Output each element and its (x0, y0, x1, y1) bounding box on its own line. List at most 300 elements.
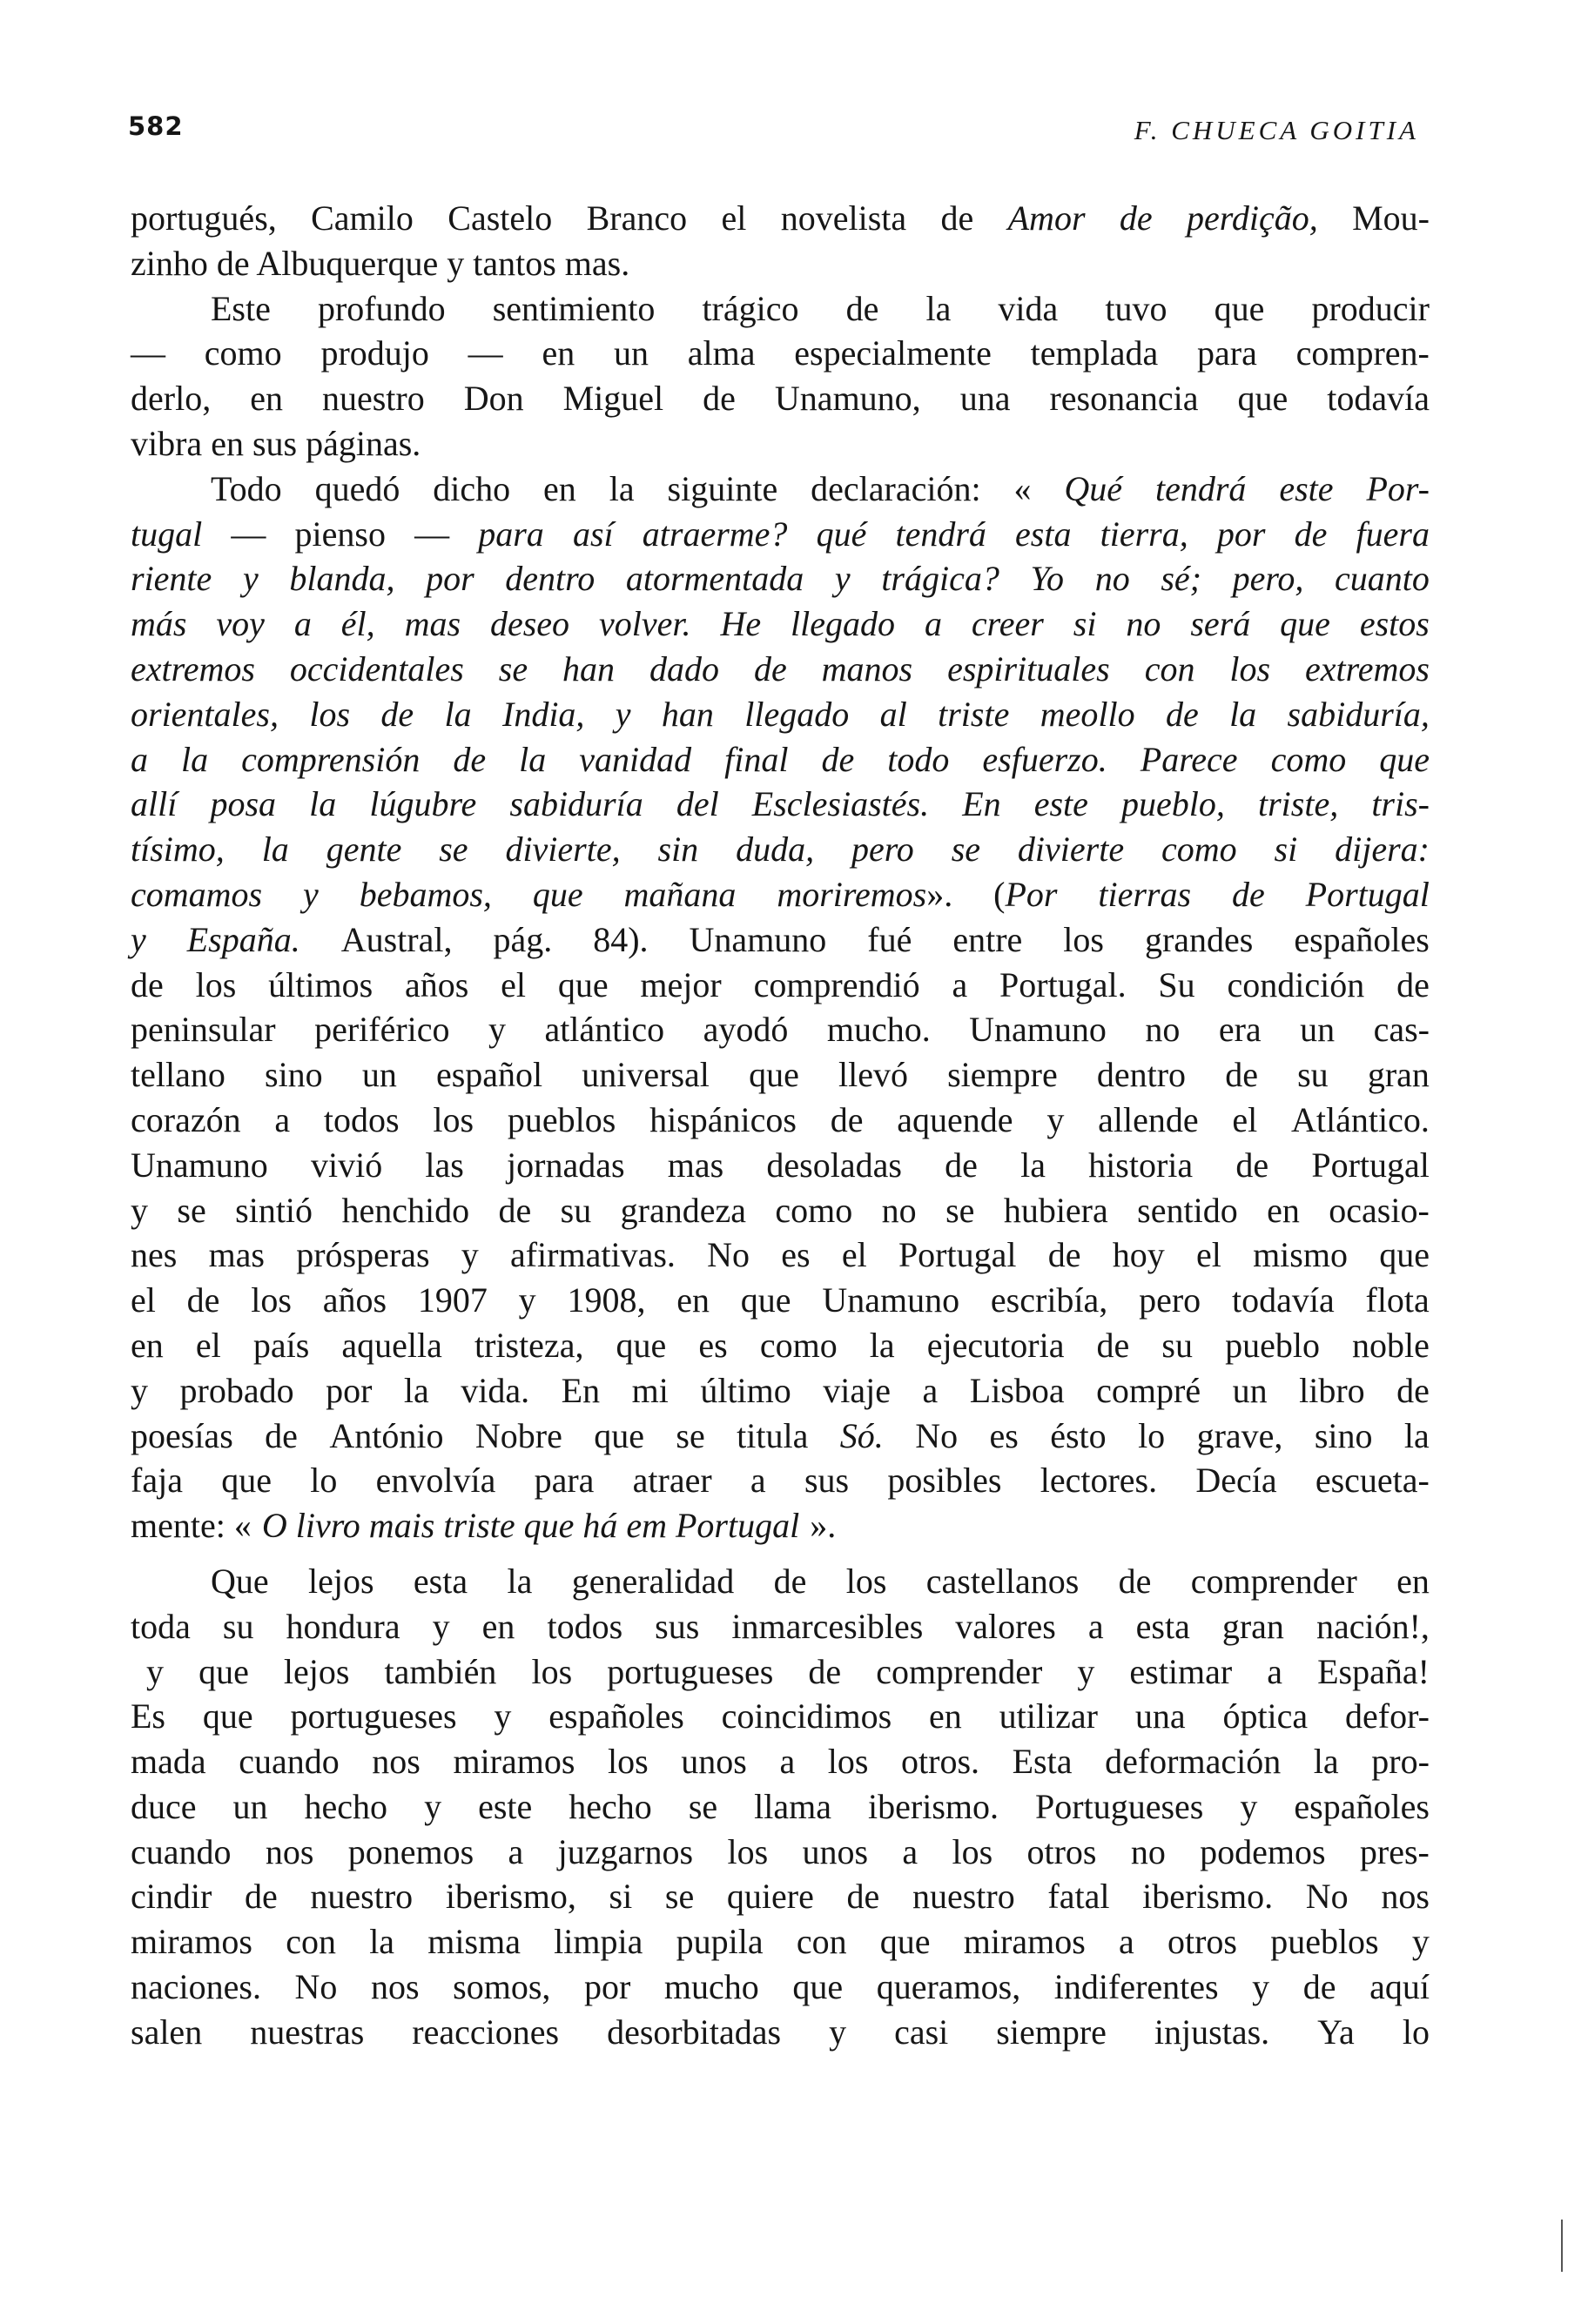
text-line (131, 782, 1430, 827)
word: siempre (996, 2012, 1107, 2052)
word: los (433, 1099, 474, 1139)
word: a (922, 1370, 939, 1410)
word: tendrá (1154, 468, 1247, 508)
word: duce (131, 1786, 197, 1826)
word: Este (211, 288, 271, 328)
word: injustas. (1154, 2012, 1270, 2052)
word: han (661, 694, 714, 734)
word: mejor (640, 964, 722, 1004)
word: envolvía (375, 1461, 496, 1501)
word: así (572, 514, 614, 554)
word: grandes (1144, 919, 1254, 959)
word: de (186, 1280, 220, 1320)
word: la (1403, 1415, 1430, 1455)
word: Todo (211, 468, 282, 508)
word: estimar (1129, 1651, 1233, 1691)
word: que (792, 1967, 844, 2007)
word: portugueses (290, 1696, 457, 1736)
word: Castelo (447, 198, 553, 238)
word: triste (938, 694, 1010, 734)
word: lejos (308, 1561, 374, 1601)
word: se (177, 1190, 206, 1230)
word: declaración: (811, 468, 981, 508)
word: el (1232, 1099, 1258, 1139)
word: con (1144, 648, 1195, 688)
word: comprender (876, 1651, 1043, 1691)
word: alma (687, 333, 756, 373)
word: todo (887, 739, 950, 779)
word: en (1396, 1561, 1430, 1601)
word: sabiduría (509, 784, 643, 824)
word: la (519, 739, 547, 779)
text-line (131, 1278, 1430, 1323)
word: nuestro (310, 1877, 414, 1917)
text-line (131, 1098, 1430, 1143)
word: pág. (493, 919, 553, 959)
word: deformación (1105, 1742, 1282, 1782)
word: españoles (548, 1696, 684, 1736)
word: todos (547, 1606, 623, 1646)
word: hondura (286, 1606, 400, 1646)
word: la (507, 1561, 533, 1601)
word: espirituales (947, 648, 1110, 688)
word: una (1134, 1696, 1186, 1736)
word: — (414, 514, 450, 554)
word: mucho. (826, 1010, 931, 1050)
word: Por- (1366, 468, 1430, 508)
word: producir (1311, 288, 1430, 328)
text-segment: ». (810, 1506, 837, 1546)
word: a (779, 1742, 796, 1782)
word: si (609, 1877, 633, 1917)
word: Esclesiastés. (751, 784, 930, 824)
word: no (1130, 1831, 1166, 1871)
word: profundo (317, 288, 446, 328)
word: como (1270, 739, 1347, 779)
word: los (1063, 919, 1104, 959)
text-segment: zinho de Albuquerque y tantos mas. (131, 243, 630, 283)
page-number: 582 (128, 111, 184, 141)
word: último (700, 1370, 791, 1410)
text-segment: O livro mais triste que há em Portugal (261, 1506, 800, 1546)
text-line (131, 1784, 1430, 1830)
word: — (468, 333, 503, 373)
word: cuando (239, 1742, 340, 1782)
word: António (329, 1415, 444, 1455)
word: el (721, 198, 747, 238)
word: templada (1030, 333, 1159, 373)
word: casi (894, 2012, 949, 2052)
word: Portugal (1311, 1145, 1430, 1185)
word: y (432, 1606, 450, 1646)
word: creer (971, 604, 1044, 644)
word: que (740, 1280, 791, 1320)
word: que (202, 1696, 253, 1736)
word: y (303, 874, 319, 914)
word: nación!, (1315, 1606, 1430, 1646)
word: y (1046, 1099, 1065, 1139)
word: sino (265, 1055, 323, 1095)
body-text (131, 196, 1430, 2055)
word: lejos (283, 1651, 350, 1691)
word: hoy (1112, 1235, 1165, 1275)
word: periférico (314, 1010, 450, 1050)
word: que (1237, 379, 1289, 419)
word: Es (131, 1696, 165, 1736)
word: pueblo (1225, 1325, 1320, 1365)
text-line (131, 647, 1430, 692)
word: Yo (1030, 559, 1065, 599)
word: él, (340, 604, 375, 644)
word: que (532, 874, 583, 914)
word: grave, (1196, 1415, 1283, 1455)
word: tuvo (1105, 288, 1167, 328)
word: una (959, 379, 1011, 419)
word: gente (326, 830, 402, 870)
word: siempre (947, 1055, 1058, 1095)
word: óptica (1222, 1696, 1309, 1736)
word: escribía, (990, 1280, 1108, 1320)
word: valores (955, 1606, 1056, 1646)
word: allí (131, 784, 178, 824)
word: nos (371, 1967, 420, 2007)
word: perdição, (1187, 198, 1318, 238)
word: sin (657, 830, 699, 870)
word: Decía (1195, 1461, 1277, 1501)
word: universal (582, 1055, 710, 1095)
word: de (1396, 1370, 1430, 1410)
word: Unamuno (689, 919, 827, 959)
word: dijera: (1335, 830, 1430, 870)
word: de (821, 739, 855, 779)
word: indiferentes (1053, 1967, 1219, 2007)
word: escueta- (1315, 1461, 1430, 1501)
word: resonancia (1049, 379, 1199, 419)
word: este (1279, 468, 1334, 508)
word: lo (1138, 1415, 1166, 1455)
word: utilizar (999, 1696, 1098, 1736)
word: pro- (1371, 1742, 1430, 1782)
word: Unamuno (131, 1145, 268, 1185)
word: en (1267, 1190, 1300, 1230)
word: dentro (1096, 1055, 1187, 1095)
word: llama (754, 1786, 832, 1826)
word: el (841, 1235, 867, 1275)
word: a (1267, 1651, 1282, 1691)
word: los (952, 1831, 993, 1871)
word: como (759, 1325, 838, 1365)
word: 1907 (417, 1280, 488, 1320)
word: hecho (304, 1786, 388, 1826)
word: de (703, 379, 736, 419)
word: gran (1221, 1606, 1284, 1646)
word: miramos (131, 1922, 252, 1962)
word: en (542, 333, 575, 373)
word: vida. (461, 1370, 530, 1410)
word: a (952, 964, 968, 1004)
word: el (1195, 1235, 1221, 1275)
word: Amor (1007, 198, 1086, 238)
word: español (435, 1055, 543, 1095)
word: Don (463, 379, 524, 419)
word: y (494, 1696, 512, 1736)
text-segment: mente: « (131, 1506, 252, 1546)
word: no (1126, 604, 1161, 644)
word: En (962, 784, 1001, 824)
word: tierras (1098, 874, 1192, 914)
word: henchido (341, 1190, 470, 1230)
word: compren- (1295, 333, 1430, 373)
word: atormentada (625, 559, 804, 599)
word: peninsular (131, 1010, 276, 1050)
word: que (198, 1651, 249, 1691)
word: naciones. (131, 1967, 261, 2007)
word: cindir (131, 1877, 212, 1917)
word: y (1077, 1651, 1095, 1691)
text-line (131, 1649, 1430, 1695)
word: que (557, 964, 609, 1004)
word: se (676, 1415, 705, 1455)
word: en (481, 1606, 515, 1646)
text-line (131, 467, 1430, 512)
word: trágico (702, 288, 799, 328)
word: llegado (791, 604, 896, 644)
word: no (881, 1190, 917, 1230)
word: Austral, (340, 919, 453, 959)
word: estos (1359, 604, 1430, 644)
word: He (720, 604, 762, 644)
text-line (131, 1503, 1430, 1548)
word: los (195, 964, 237, 1004)
text-line (131, 737, 1430, 783)
word: de (1096, 1325, 1130, 1365)
word: Unamuno (969, 1010, 1107, 1050)
word: los (1229, 648, 1271, 688)
word: por (1216, 514, 1266, 554)
word: inmarcesibles (731, 1606, 924, 1646)
word: En (561, 1370, 601, 1410)
word: que (1214, 288, 1265, 328)
word: libro (1299, 1370, 1365, 1410)
word: qué (816, 514, 867, 554)
word: es (989, 1415, 1019, 1455)
word: no (1094, 559, 1130, 599)
margin-mark (1561, 2220, 1563, 2272)
word: en (676, 1280, 710, 1320)
word: Por (1005, 874, 1058, 914)
word: de (808, 1651, 842, 1691)
word: lectores. (1040, 1461, 1158, 1501)
word: Miguel (562, 379, 664, 419)
word: será (1190, 604, 1251, 644)
word: los (251, 1280, 292, 1320)
word: titula (737, 1415, 809, 1455)
word: Branco (586, 198, 688, 238)
word: Lisboa (969, 1370, 1065, 1410)
word: Unamuno, (774, 379, 921, 419)
word: misma (427, 1922, 521, 1962)
word: de (1231, 874, 1265, 914)
word: afirmativas. (509, 1235, 676, 1275)
word: No (294, 1967, 338, 2007)
word: y (131, 919, 146, 959)
word: era (1218, 1010, 1262, 1050)
word: riente (131, 559, 212, 599)
word: de (773, 1561, 807, 1601)
word: (Por (993, 874, 1058, 914)
word: de (1302, 1967, 1336, 2007)
word: bebamos, (359, 874, 492, 914)
word: en (543, 468, 576, 508)
word: unos (681, 1742, 747, 1782)
word: la (369, 1922, 395, 1962)
word: los (827, 1742, 869, 1782)
word: y (615, 694, 631, 734)
word: los (608, 1742, 649, 1782)
word: los (309, 694, 351, 734)
word: iberismo. (1142, 1877, 1274, 1917)
word: ocasio- (1329, 1190, 1430, 1230)
word: esfuerzo. (982, 739, 1107, 779)
word: jornadas (507, 1145, 625, 1185)
word: hispánicos (649, 1099, 797, 1139)
word: iberismo. (868, 1786, 999, 1826)
word: que (749, 1055, 799, 1095)
word: mas (667, 1145, 724, 1185)
word: de (131, 964, 164, 1004)
word: también (384, 1651, 497, 1691)
text-line (131, 1323, 1430, 1368)
text-line (131, 286, 1430, 332)
word: por (326, 1370, 373, 1410)
word: de (830, 1099, 864, 1139)
word: el (501, 964, 526, 1004)
word: se (439, 830, 468, 870)
word: miramos (963, 1922, 1086, 1962)
word: con (286, 1922, 336, 1962)
word: manos (821, 648, 913, 688)
word: dado (649, 648, 719, 688)
word: voy (216, 604, 265, 644)
word: nos (1381, 1877, 1430, 1917)
word: No (1305, 1877, 1349, 1917)
word: salen (131, 2012, 203, 2052)
word: pero (851, 830, 914, 870)
text-line (131, 2010, 1430, 2055)
word: y (1411, 1922, 1430, 1962)
word: extremos (131, 648, 255, 688)
text-line (131, 917, 1430, 963)
word: sabiduría, (1287, 694, 1430, 734)
text-line (131, 241, 1430, 286)
word: atraer (632, 1461, 712, 1501)
word: posa (210, 784, 277, 824)
word: Portugal (898, 1235, 1017, 1275)
word: tristeza, (474, 1325, 584, 1365)
word: al (879, 694, 907, 734)
word: si (1073, 604, 1097, 644)
word: todavía (1327, 379, 1430, 419)
word: pero, (1232, 559, 1304, 599)
word: a (293, 604, 312, 644)
text-line (131, 1694, 1430, 1739)
word: duda, (736, 830, 815, 870)
word: Nobre (474, 1415, 562, 1455)
word: sus (655, 1606, 700, 1646)
word: la (869, 1325, 895, 1365)
word: Atlántico. (1291, 1099, 1430, 1139)
word: occidentales (289, 648, 464, 688)
text-line (131, 1233, 1430, 1278)
word: de (753, 648, 787, 688)
text-line (131, 196, 1430, 241)
text-line (131, 1830, 1430, 1875)
word: podemos (1200, 1831, 1326, 1871)
word: de (1165, 694, 1199, 734)
text-segment: vibra en sus páginas. (131, 423, 421, 463)
text-line (131, 1559, 1430, 1604)
word: España! (1317, 1651, 1430, 1691)
word: a (131, 739, 148, 779)
word: Que (211, 1561, 269, 1601)
word: de (265, 1415, 298, 1455)
word: la (1313, 1742, 1339, 1782)
word: deseo (489, 604, 570, 644)
text-line (131, 421, 1430, 467)
word: atraerme? (642, 514, 788, 554)
word: viaje (823, 1370, 892, 1410)
word: este (478, 1786, 533, 1826)
word: grandeza (620, 1190, 746, 1230)
word: atlántico (544, 1010, 665, 1050)
word: la (261, 830, 289, 870)
word: comprensión (241, 739, 421, 779)
word: años (404, 964, 469, 1004)
word: es (781, 1235, 811, 1275)
word: la (1229, 694, 1257, 734)
word: orientales, (131, 694, 279, 734)
word: y (131, 1190, 148, 1230)
word: esta (1015, 514, 1072, 554)
word: mismo (1253, 1235, 1348, 1275)
word: esta (413, 1561, 468, 1601)
word: como (1161, 830, 1237, 870)
word: han (562, 648, 616, 688)
running-head: F. CHUECA GOITIA (1134, 115, 1419, 145)
word: portugueses (607, 1651, 774, 1691)
word: desoladas (766, 1145, 902, 1185)
word: para (1197, 333, 1257, 373)
word: dentro (505, 559, 596, 599)
word: mada (131, 1742, 206, 1782)
word: y (488, 1010, 506, 1050)
word: como (775, 1190, 853, 1230)
word: su (222, 1606, 254, 1646)
word: con (796, 1922, 847, 1962)
word: pres- (1359, 1831, 1430, 1871)
word: a (902, 1831, 918, 1871)
word: si (1274, 830, 1298, 870)
word: juzgarnos (557, 1831, 694, 1871)
word: trágica? (881, 559, 999, 599)
text-line (131, 512, 1430, 557)
word: de (380, 694, 414, 734)
word: iberismo, (445, 1877, 576, 1917)
word: fatal (1047, 1877, 1110, 1917)
word: por (426, 559, 474, 599)
word: flota (1365, 1280, 1430, 1320)
text-line (131, 1188, 1430, 1233)
